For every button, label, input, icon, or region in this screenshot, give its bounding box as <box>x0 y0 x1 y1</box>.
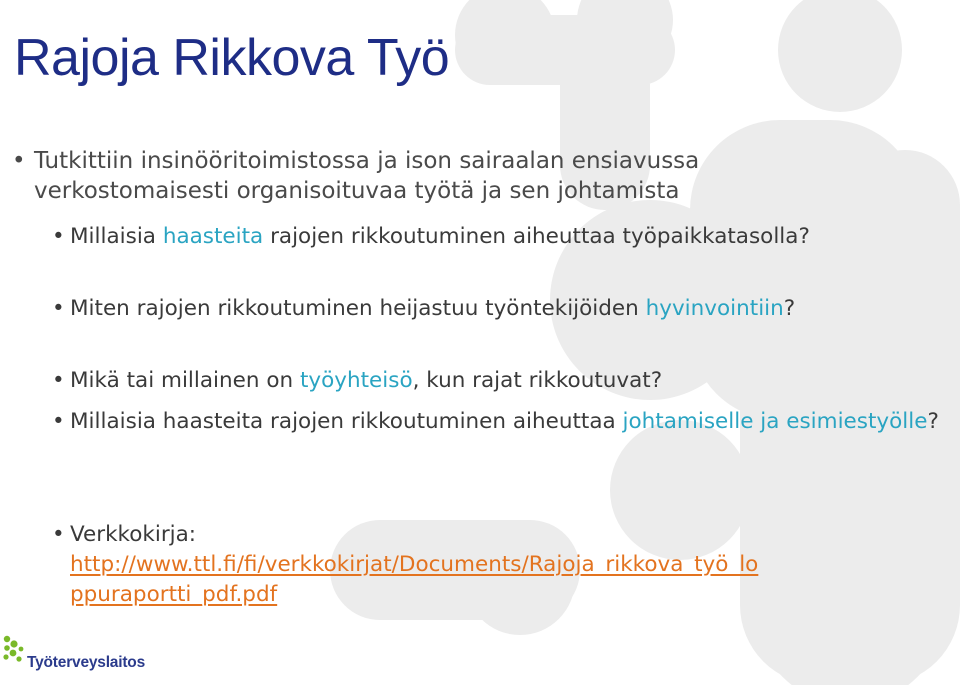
bullet-highlight-hyvinvointiin: hyvinvointiin <box>645 296 784 321</box>
bullet-level2-webbook <box>52 520 940 610</box>
bullet-dot: • <box>52 368 65 393</box>
webbook-link-line1: http://www.ttl.fi/fi/verkkokirjat/Documents/Rajoja_rikkova_työ_lo <box>70 552 759 577</box>
bullet-highlight-haasteita: haasteita <box>162 224 264 249</box>
bullet-text-part: , kun rajat rikkoutuvat? <box>412 368 663 393</box>
bullet-text-part: rajojen rikkoutuminen aiheuttaa työpaikkatasolla? <box>263 224 810 249</box>
ttl-logo-text: Työterveyslaitos <box>27 654 145 671</box>
bullet-text-part: Millaisia haasteita rajojen rikkoutuminen aiheuttaa <box>70 409 623 434</box>
bullet-dot: • <box>12 148 26 174</box>
bullet-level2-challenges <box>52 222 940 252</box>
bullet-text-part: ? <box>783 296 796 321</box>
bullet-highlight-tyoyhteiso: työyhteisö <box>299 368 413 393</box>
bullet-level2-community <box>52 366 940 396</box>
bullet-dot: • <box>52 409 65 434</box>
bullet-text-part: Miten rajojen rikkoutuminen heijastuu työntekijöiden <box>70 296 646 321</box>
bullet-dot: • <box>52 296 65 321</box>
bullet-level2-wellbeing <box>52 294 940 324</box>
bullet-text-part: Mikä tai millainen on <box>70 368 300 393</box>
bullet-highlight-johtamiselle: johtamiselle ja esimiestyölle <box>622 409 928 434</box>
bullet-text-part: Millaisia <box>70 224 163 249</box>
webbook-link-line2: ppuraportti_pdf.pdf <box>70 582 278 607</box>
bullet-level1-study <box>12 146 804 206</box>
bullet-text-part: ? <box>927 409 939 434</box>
webbook-link[interactable] <box>70 552 758 607</box>
bullet-dot: • <box>52 522 65 547</box>
bullet-level2-leadership <box>52 407 940 437</box>
bullet-text: Tutkittiin insinööritoimistossa ja ison sairaalan ensiavussa verkostomaisesti organisoituvaa työtä ja sen johtamista <box>34 148 700 204</box>
slide-title: Rajoja Rikkova Työ <box>14 29 450 87</box>
ttl-logo <box>2 634 152 680</box>
bullet-dot: • <box>52 224 65 249</box>
webbook-label: Verkkokirja: <box>70 522 197 547</box>
